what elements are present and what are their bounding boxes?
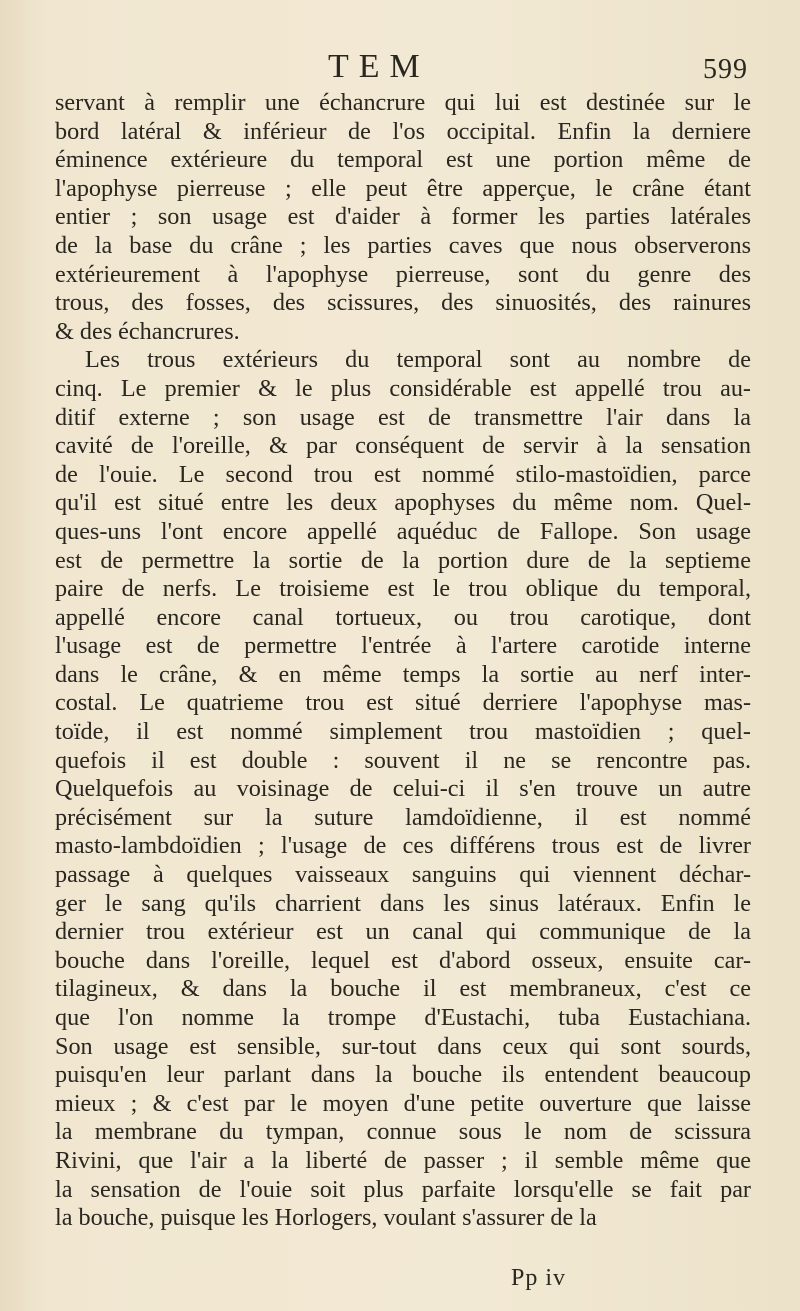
text-line: puisqu'en leur parlant dans la bouche ils entendent beaucoup	[55, 1061, 751, 1089]
running-head	[0, 48, 800, 88]
text-line: Quelquefois au voisinage de celui-ci il s'en trouve un autre	[55, 775, 751, 803]
text-line: tilagineux, & dans la bouche il est membraneux, c'est ce	[55, 975, 751, 1003]
text-line: costal. Le quatrieme trou est situé derriere l'apophyse mas-	[55, 689, 751, 717]
text-line: est de permettre la sortie de la portion dure de la septieme	[55, 546, 751, 574]
text-line: la membrane du tympan, connue sous le nom de scissura	[55, 1118, 751, 1146]
page-number: 599	[703, 54, 748, 85]
signature-mark: Pp iv	[511, 1265, 567, 1291]
text-line: quefois il est double : souvent il ne se rencontre pas.	[55, 746, 751, 774]
text-line: bord latéral & inférieur de l'os occipital. Enfin la derniere	[55, 117, 751, 145]
running-title: TEM	[328, 48, 430, 85]
text-line: précisément sur la suture lamdoïdienne, il est nommé	[55, 803, 751, 831]
text-line: ger le sang qu'ils charrient dans les sinus latéraux. Enfin le	[55, 889, 751, 917]
text-line: ditif externe ; son usage est de transmettre l'air dans la	[55, 403, 751, 431]
text-line: appellé encore canal tortueux, ou trou carotique, dont	[55, 603, 751, 631]
text-line: entier ; son usage est d'aider à former les parties latérales	[55, 203, 751, 231]
body-text	[55, 89, 751, 1233]
text-line: toïde, il est nommé simplement trou mastoïdien ; quel-	[55, 718, 751, 746]
text-line: ques-uns l'ont encore appellé aquéduc de Fallope. Son usage	[55, 517, 751, 545]
text-line: l'usage est de permettre l'entrée à l'artere carotide interne	[55, 632, 751, 660]
text-line: servant à remplir une échancrure qui lui est destinée sur le	[55, 89, 751, 116]
text-line: la sensation de l'ouie soit plus parfaite lorsqu'elle se fait par	[55, 1175, 751, 1203]
text-line: Son usage est sensible, sur-tout dans ceux qui sont sourds,	[55, 1032, 751, 1060]
text-line: passage à quelques vaisseaux sanguins qui viennent déchar-	[55, 861, 751, 889]
text-line: extérieurement à l'apophyse pierreuse, sont du genre des	[55, 260, 751, 288]
text-line: l'apophyse pierreuse ; elle peut être apperçue, le crâne étant	[55, 174, 751, 202]
text-line: trous, des fosses, des scissures, des sinuosités, des rainures	[55, 289, 751, 317]
text-line: Rivini, que l'air a la liberté de passer ; il semble même que	[55, 1146, 751, 1174]
text-line: que l'on nomme la trompe d'Eustachi, tuba Eustachiana.	[55, 1004, 751, 1031]
text-line: mieux ; & c'est par le moyen d'une petite ouverture que laisse	[55, 1089, 751, 1117]
text-line: éminence extérieure du temporal est une portion même de	[55, 146, 751, 174]
text-line: masto-lambdoïdien ; l'usage de ces différens trous est de livrer	[55, 832, 751, 860]
text-line: bouche dans l'oreille, lequel est d'abord osseux, ensuite car-	[55, 946, 751, 974]
text-line: qu'il est situé entre les deux apophyses du même nom. Quel-	[55, 489, 751, 517]
text-line: cavité de l'oreille, & par conséquent de servir à la sensation	[55, 432, 751, 460]
text-line: & des échancrures.	[55, 317, 240, 345]
text-line: de l'ouie. Le second trou est nommé stilo-mastoïdien, parce	[55, 460, 751, 488]
text-line: la bouche, puisque les Horlogers, voulant s'assurer de la	[55, 1204, 597, 1232]
text-line: de la base du crâne ; les parties caves que nous observerons	[55, 231, 751, 259]
text-line: Les trous extérieurs du temporal sont au nombre de	[85, 346, 751, 374]
text-line: dernier trou extérieur est un canal qui communique de la	[55, 918, 751, 946]
text-line: paire de nerfs. Le troisieme est le trou oblique du temporal,	[55, 575, 751, 603]
text-line: cinq. Le premier & le plus considérable est appellé trou au-	[55, 374, 751, 402]
text-line: dans le crâne, & en même temps la sortie au nerf inter-	[55, 660, 751, 688]
